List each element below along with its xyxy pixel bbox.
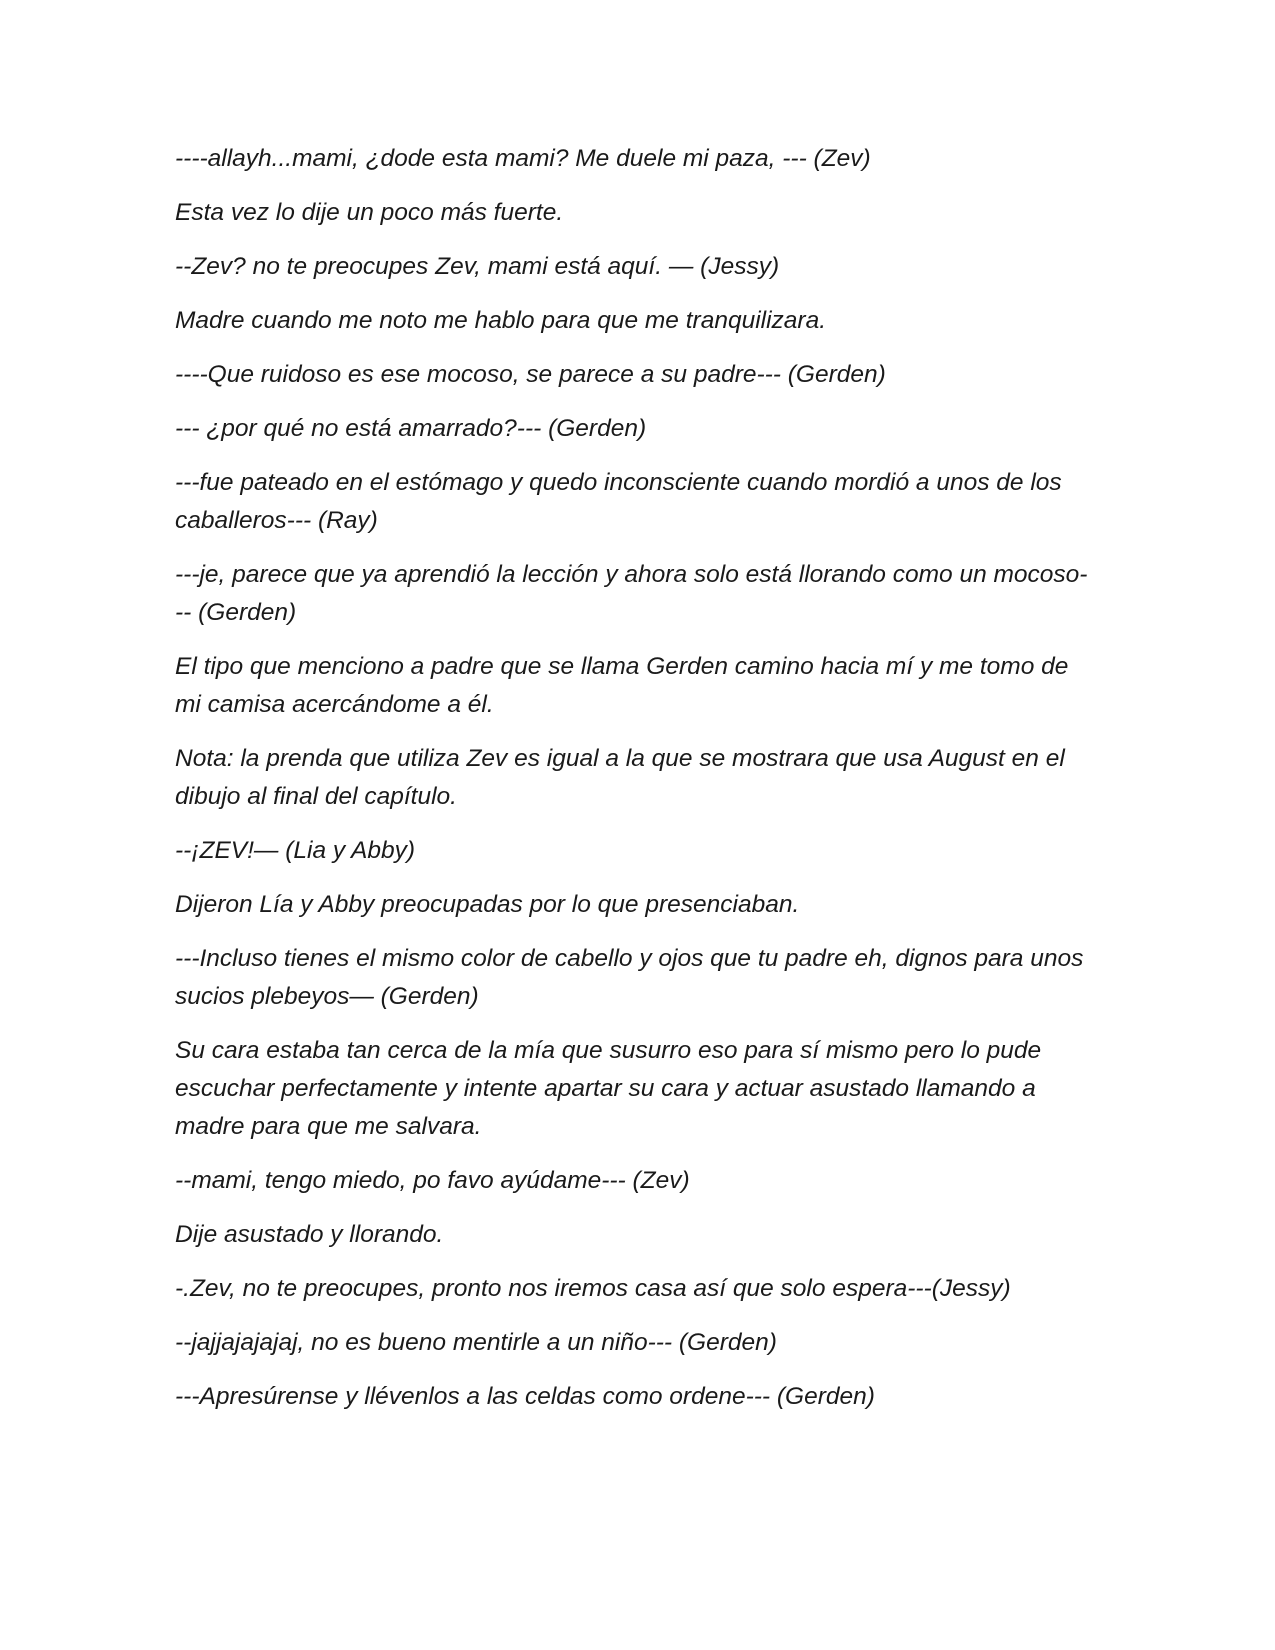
paragraph: Dije asustado y llorando.	[175, 1221, 444, 1248]
paragraph: ----Que ruidoso es ese mocoso, se parece a su padre--- (Gerden)	[175, 361, 886, 388]
paragraph: ---Apresúrense y llévenlos a las celdas como ordene--- (Gerden)	[175, 1383, 875, 1410]
paragraph: --jajjajajajaj, no es bueno mentirle a un niño--- (Gerden)	[175, 1329, 777, 1356]
paragraph: -.Zev, no te preocupes, pronto nos iremos casa así que solo espera---(Jessy)	[175, 1275, 1011, 1302]
paragraph: ---fue pateado en el estómago y quedo inconsciente cuando mordió a unos de los caballeros--- (Ray)	[175, 469, 1062, 534]
paragraph: Dijeron Lía y Abby preocupadas por lo que presenciaban.	[175, 891, 800, 918]
paragraph: Esta vez lo dije un poco más fuerte.	[175, 199, 564, 226]
paragraph: El tipo que menciono a padre que se llama Gerden camino hacia mí y me tomo de mi camisa acercándome a él.	[175, 653, 1069, 718]
paragraph: Madre cuando me noto me hablo para que me tranquilizara.	[175, 307, 826, 334]
paragraph: ---Incluso tienes el mismo color de cabello y ojos que tu padre eh, dignos para unos sucios plebeyos— (Gerden)	[175, 945, 1084, 1010]
paragraph: --Zev? no te preocupes Zev, mami está aquí. — (Jessy)	[175, 253, 780, 280]
paragraph: Su cara estaba tan cerca de la mía que susurro eso para sí mismo pero lo pude escuchar perfectamente y intente apartar su cara y actuar asustado llamando a madre para que me salvara.	[175, 1037, 1042, 1140]
paragraph: --- ¿por qué no está amarrado?--- (Gerden)	[175, 415, 647, 442]
document-body	[175, 140, 1095, 1432]
paragraph: ---je, parece que ya aprendió la lección y ahora solo está llorando como un mocoso--- (Gerden)	[175, 561, 1088, 626]
paragraph: ----allayh...mami, ¿dode esta mami? Me duele mi paza, --- (Zev)	[175, 145, 871, 172]
paragraph: --mami, tengo miedo, po favo ayúdame--- (Zev)	[175, 1167, 690, 1194]
paragraph: Nota: la prenda que utiliza Zev es igual a la que se mostrara que usa August en el dibujo al final del capítulo.	[175, 745, 1065, 810]
paragraph: --¡ZEV!— (Lia y Abby)	[175, 837, 416, 864]
